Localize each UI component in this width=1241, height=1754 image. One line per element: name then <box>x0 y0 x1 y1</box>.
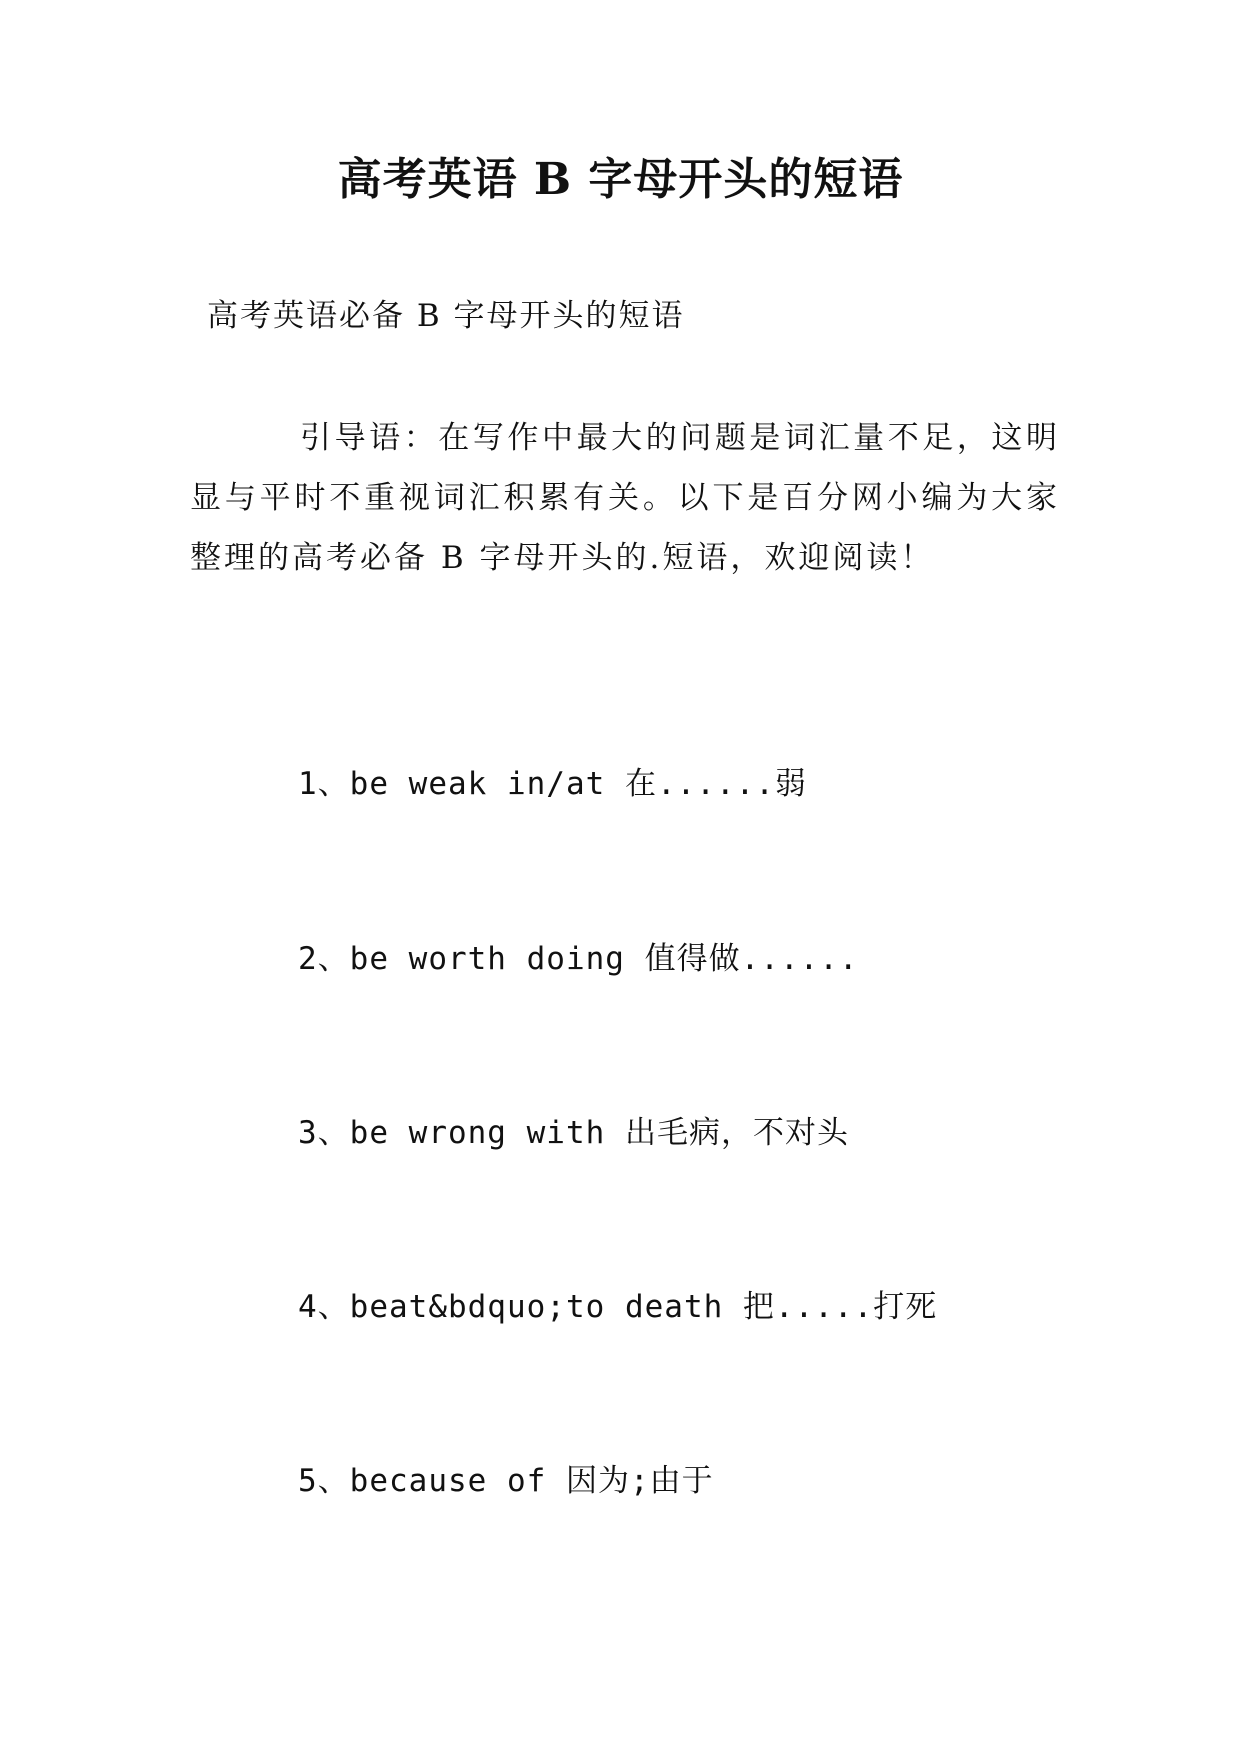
document-title: 高考英语 B 字母开头的短语 <box>337 154 904 205</box>
phrase-item: 4、beat&bdquo;to death 把.....打死 <box>298 1289 938 1325</box>
document-subtitle: 高考英语必备 B 字母开头的短语 <box>207 298 685 334</box>
phrase-item: 5、because of 因为;由于 <box>298 1463 714 1499</box>
phrase-item: 3、be wrong with 出毛病，不对头 <box>298 1115 849 1151</box>
phrase-item: 2、be worth doing 值得做...... <box>298 941 859 977</box>
intro-paragraph: 引导语：在写作中最大的问题是词汇量不足，这明显与平时不重视词汇积累有关。以下是百分网小编为大家整理的高考必备 B 字母开头的.短语，欢迎阅读！ <box>190 420 1060 576</box>
phrase-item: 1、be weak in/at 在......弱 <box>298 766 807 802</box>
